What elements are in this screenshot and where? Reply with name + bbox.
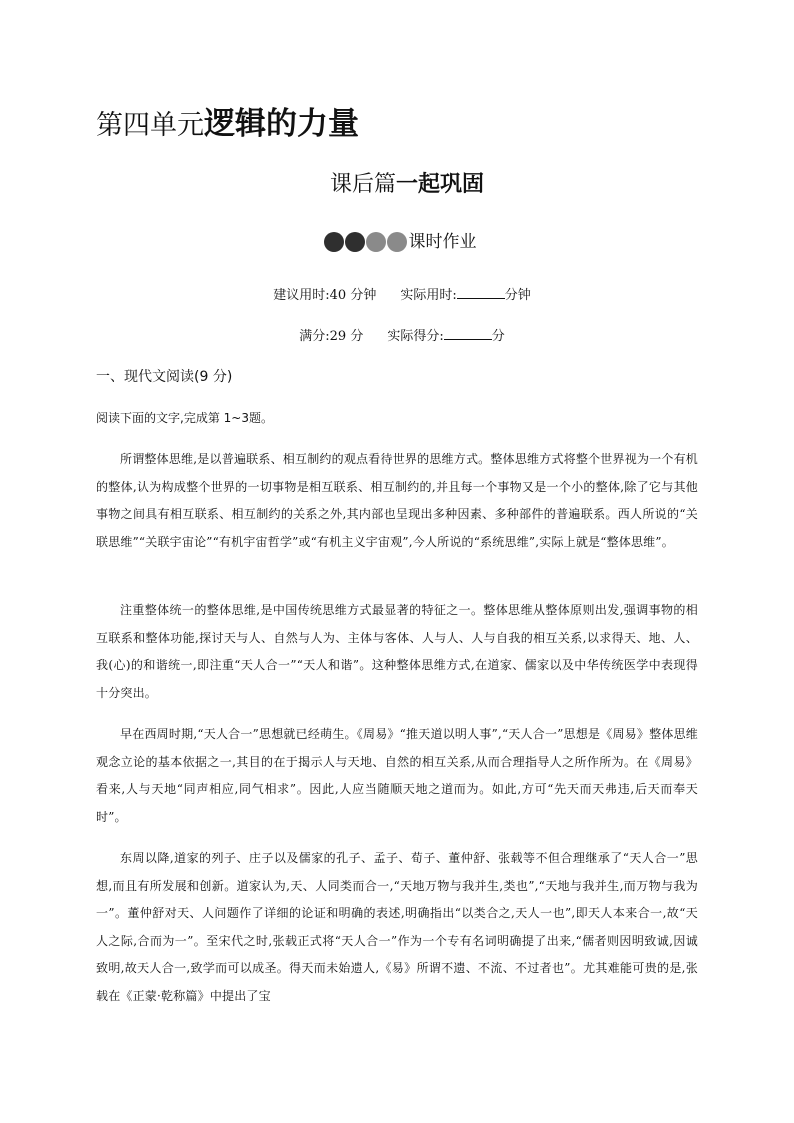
passage-paragraph-2: 注重整体统一的整体思维,是中国传统思维方式最显著的特征之一。整体思维从整体原则出发,强调事物的相互联系和整体功能,探讨天与人、自然与人为、主体与客体、人与人、人与自我的相互关系,以求得天、地、人、我(心)的和谐统一,即注重“天人合一”“天人和谐”。这种整体思维方式,在道家、儒家以及中华传统医学中表现得十分突出。 bbox=[96, 603, 698, 700]
score-info bbox=[0, 326, 794, 347]
actual-time-unit: 分钟 bbox=[504, 288, 531, 303]
section-subtitle bbox=[0, 168, 794, 202]
actual-score-unit: 分 bbox=[491, 329, 505, 344]
full-score: 满分:29 分 bbox=[299, 329, 364, 344]
unit-title-main: 逻辑的力量 bbox=[204, 106, 359, 142]
actual-time-label: 实际用时: bbox=[400, 288, 457, 303]
homework-banner bbox=[0, 229, 794, 255]
dot-dark-icon bbox=[345, 232, 365, 252]
actual-score-label: 实际得分: bbox=[387, 329, 444, 344]
dot-dark-icon bbox=[324, 232, 344, 252]
time-info bbox=[0, 285, 794, 306]
unit-title bbox=[96, 104, 359, 146]
subtitle-main: 一起巩固 bbox=[396, 172, 485, 197]
unit-title-lead: 第四单元 bbox=[96, 110, 204, 141]
homework-label: 课时作业 bbox=[408, 232, 477, 252]
actual-score-blank[interactable] bbox=[444, 326, 492, 340]
actual-time-blank[interactable] bbox=[457, 285, 505, 299]
suggested-time: 建议用时:40 分钟 bbox=[273, 288, 377, 303]
dot-light-icon bbox=[387, 232, 407, 252]
reading-instruction: 阅读下面的文字,完成第 1~3题。 bbox=[96, 411, 273, 425]
section-heading: 一、现代文阅读(9 分) bbox=[96, 369, 233, 385]
passage-paragraph-1: 所谓整体思维,是以普遍联系、相互制约的观点看待世界的思维方式。整体思维方式将整个世界视为一个有机的整体,认为构成整个世界的一切事物是相互联系、相互制约的,并且每一个事物又是一个小的整体,除了它与其他事物之间具有相互联系、相互制约的关系之外,其内部也呈现出多种因素、多种部件的普遍联系。西人所说的“关联思维”“关联宇宙论”“有机宇宙哲学”或“有机主义宇宙观”,今人所说的“系统思维”,实际上就是“整体思维”。 bbox=[96, 452, 698, 549]
passage-paragraph-4: 东周以降,道家的列子、庄子以及儒家的孔子、孟子、荀子、董仲舒、张载等不但合理继承了“天人合一”思想,而且有所发展和创新。道家认为,天、人同类而合一,“天地万物与我并生,类也”,“天地与我并生,而万物与我为一”。董仲舒对天、人问题作了详细的论证和明确的表述,明确指出“以类合之,天人一也”,即天人本来合一,故“天人之际,合而为一”。至宋代之时,张载正式将“天人合一”作为一个专有名词明确提了出来,“儒者则因明致诚,因诚致明,故天人合一,致学而可以成圣。得天而未始遗人,《易》所谓不遗、不流、不过者也”。尤其难能可贵的是,张载在《正蒙·乾称篇》中提出了宝 bbox=[96, 851, 698, 1003]
subtitle-lead: 课后篇 bbox=[329, 172, 396, 197]
passage-paragraph-3: 早在西周时期,“天人合一”思想就已经萌生。《周易》“推天道以明人事”,“天人合一”思想是《周易》整体思维观念立论的基本依据之一,其目的在于揭示人与天地、自然的相互关系,从而合理指导人之所作所为。在《周易》看来,人与天地“同声相应,同气相求”。因此,人应当随顺天地之道而为。如此,方可“先天而天弗违,后天而奉天时”。 bbox=[96, 727, 698, 824]
dot-light-icon bbox=[366, 232, 386, 252]
